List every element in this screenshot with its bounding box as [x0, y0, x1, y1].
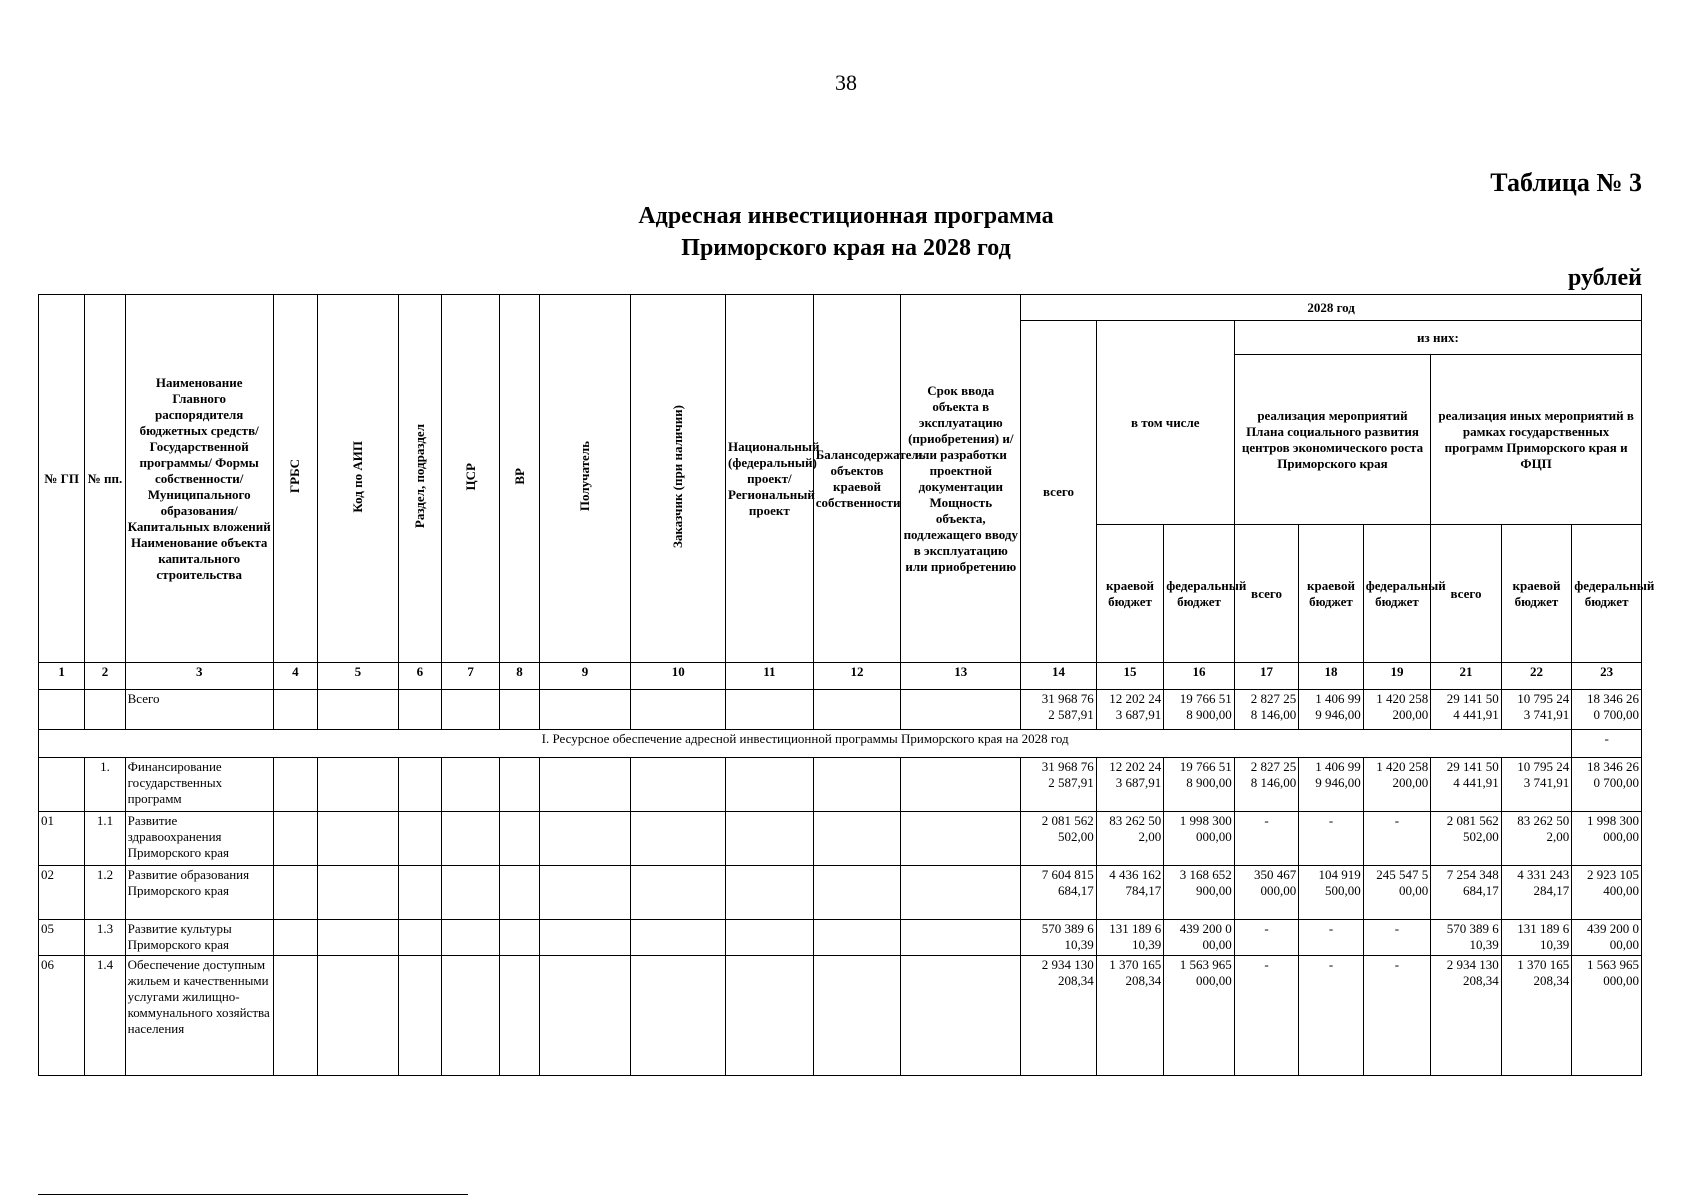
column-number: 3: [125, 663, 273, 690]
cell-value: 83 262 50 2,00: [1501, 812, 1572, 866]
header-federal-19: федеральный бюджет: [1363, 525, 1431, 663]
cell-value: -: [1363, 812, 1431, 866]
cell-empty: [813, 956, 901, 1076]
cell-gp: 05: [39, 920, 85, 956]
cell-empty: [726, 866, 814, 920]
header-total: всего: [1021, 321, 1097, 663]
header-balance-holder: Балансодержатель объектов краевой собственности: [813, 295, 901, 663]
column-number: 9: [539, 663, 631, 690]
cell-value: 83 262 50 2,00: [1096, 812, 1164, 866]
cell-empty: [901, 812, 1021, 866]
cell-empty: [500, 690, 539, 730]
cell-empty: [441, 758, 499, 812]
cell-empty: [539, 866, 631, 920]
cell-empty: [539, 920, 631, 956]
cell-value: -: [1234, 956, 1298, 1076]
cell-empty: [318, 956, 399, 1076]
cell-name: Развитие культуры Приморского края: [125, 920, 273, 956]
cell-empty: [631, 866, 726, 920]
table-row: [39, 956, 1642, 1076]
cell-gp: 06: [39, 956, 85, 1076]
cell-empty: [273, 956, 317, 1076]
cell-value: 2 934 130 208,34: [1021, 956, 1097, 1076]
header-federal-16: федеральный бюджет: [1164, 525, 1235, 663]
header-vr: [500, 295, 539, 663]
cell-value: 31 968 76 2 587,91: [1021, 758, 1097, 812]
cell-value: 19 766 51 8 900,00: [1164, 690, 1235, 730]
header-plan-social: реализация мероприятий Плана социального развития центров экономического роста Приморского края: [1234, 355, 1430, 525]
cell-empty: [539, 812, 631, 866]
cell-value: 439 200 0 00,00: [1164, 920, 1235, 956]
table-row: [39, 866, 1642, 920]
cell-name: Финансирование государственных программ: [125, 758, 273, 812]
cell-empty: [441, 866, 499, 920]
column-number: 12: [813, 663, 901, 690]
cell-empty: [318, 690, 399, 730]
cell-value: 2 923 105 400,00: [1572, 866, 1642, 920]
cell-empty: [813, 812, 901, 866]
cell-empty: [398, 812, 441, 866]
cell-value: 570 389 6 10,39: [1431, 920, 1502, 956]
cell-value: 18 346 26 0 700,00: [1572, 758, 1642, 812]
cell-name: Обеспечение доступным жильем и качественными услугами жилищно-коммунального хозяйства населения: [125, 956, 273, 1076]
cell-value: -: [1363, 956, 1431, 1076]
cell-empty: [500, 812, 539, 866]
cell-empty: [813, 866, 901, 920]
cell-empty: [273, 812, 317, 866]
cell-empty: [726, 758, 814, 812]
column-number: 21: [1431, 663, 1502, 690]
header-csr: [441, 295, 499, 663]
header-commissioning: Срок ввода объекта в эксплуатацию (приобретения) и/или разработки проектной документации Мощность объекта, подлежащего вводу в эксплуатацию или приобретению: [901, 295, 1021, 663]
cell-empty: [901, 920, 1021, 956]
cell-gp: 02: [39, 866, 85, 920]
header-including: в том числе: [1096, 321, 1234, 525]
header-pp: № пп.: [85, 295, 125, 663]
title-line-1: Адресная инвестиционная программа: [638, 203, 1054, 229]
cell-value: 19 766 51 8 900,00: [1164, 758, 1235, 812]
header-regional-22: краевой бюджет: [1501, 525, 1572, 663]
cell-empty: [318, 866, 399, 920]
header-customer: [631, 295, 726, 663]
cell-empty: [901, 758, 1021, 812]
cell-empty: [813, 690, 901, 730]
investment-table: [38, 294, 1655, 1076]
header-regional-18: краевой бюджет: [1299, 525, 1363, 663]
cell-empty: [500, 956, 539, 1076]
cell-empty: [631, 956, 726, 1076]
column-number: 13: [901, 663, 1021, 690]
cell-empty: [398, 920, 441, 956]
cell-empty: [441, 920, 499, 956]
column-number: 14: [1021, 663, 1097, 690]
header-vr-text: ВР: [511, 468, 527, 485]
cell-value: 1 563 965 000,00: [1572, 956, 1642, 1076]
cell-value: 104 919 500,00: [1299, 866, 1363, 920]
cell-pp: 1.3: [85, 920, 125, 956]
cell-empty: [500, 920, 539, 956]
cell-empty: [726, 690, 814, 730]
cell-value: 131 189 6 10,39: [1501, 920, 1572, 956]
column-number: 18: [1299, 663, 1363, 690]
cell-value: 31 968 76 2 587,91: [1021, 690, 1097, 730]
cell-empty: [631, 758, 726, 812]
cell-gp: [39, 690, 85, 730]
header-total-21: всего: [1431, 525, 1502, 663]
cell-empty: [631, 812, 726, 866]
section-last-cell: -: [1572, 730, 1642, 758]
cell-value: -: [1299, 956, 1363, 1076]
unit-label: рублей: [1567, 265, 1642, 291]
cell-value: 2 081 562 502,00: [1431, 812, 1502, 866]
cell-empty: [318, 920, 399, 956]
cell-empty: [273, 690, 317, 730]
cell-value: 1 420 258 200,00: [1363, 758, 1431, 812]
cell-value: 29 141 50 4 441,91: [1431, 690, 1502, 730]
cell-value: 4 331 243 284,17: [1501, 866, 1572, 920]
cell-value: 12 202 24 3 687,91: [1096, 690, 1164, 730]
header-csr-text: ЦСР: [462, 462, 478, 491]
column-number: 17: [1234, 663, 1298, 690]
cell-gp: [39, 758, 85, 812]
cell-empty: [813, 920, 901, 956]
cell-value: 350 467 000,00: [1234, 866, 1298, 920]
cell-empty: [726, 956, 814, 1076]
column-number: 11: [726, 663, 814, 690]
column-number: 2: [85, 663, 125, 690]
table-row: [39, 758, 1642, 812]
cell-empty: [500, 758, 539, 812]
cell-empty: [398, 690, 441, 730]
table-label: Таблица № 3: [1490, 168, 1642, 197]
cell-name: Всего: [125, 690, 273, 730]
cell-empty: [441, 812, 499, 866]
cell-empty: [631, 920, 726, 956]
section-row: [39, 730, 1642, 758]
header-name: Наименование Главного распорядителя бюджетных средств/Государственной программы/ Формы собственности/Муниципального образования/Капитальных вложений Наименование объекта капитального строительства: [125, 295, 273, 663]
cell-empty: [441, 956, 499, 1076]
cell-empty: [901, 956, 1021, 1076]
cell-empty: [726, 920, 814, 956]
cell-empty: [398, 866, 441, 920]
cell-value: 18 346 26 0 700,00: [1572, 690, 1642, 730]
cell-value: 7 254 348 684,17: [1431, 866, 1502, 920]
cell-value: 2 827 25 8 146,00: [1234, 690, 1298, 730]
table-row: [39, 920, 1642, 956]
header-grbs-text: ГРБС: [287, 459, 303, 494]
column-number: 19: [1363, 663, 1431, 690]
header-aip: [318, 295, 399, 663]
cell-value: 7 604 815 684,17: [1021, 866, 1097, 920]
cell-empty: [500, 866, 539, 920]
header-grbs: [273, 295, 317, 663]
header-year: 2028 год: [1021, 295, 1642, 321]
column-number: 10: [631, 663, 726, 690]
cell-empty: [726, 812, 814, 866]
cell-empty: [539, 690, 631, 730]
cell-value: 2 827 25 8 146,00: [1234, 758, 1298, 812]
cell-value: 2 934 130 208,34: [1431, 956, 1502, 1076]
section-title: I. Ресурсное обеспечение адресной инвестиционной программы Приморского края на 2028 год: [39, 730, 1572, 758]
cell-value: -: [1363, 920, 1431, 956]
header-aip-text: Код по АИП: [349, 440, 365, 513]
header-total-17: всего: [1234, 525, 1298, 663]
column-number: 1: [39, 663, 85, 690]
cell-empty: [318, 758, 399, 812]
header-national-project: Национальный (федеральный) проект/ Региональный проект: [726, 295, 814, 663]
header-other-programs: реализация иных мероприятий в рамках государственных программ Приморского края и ФЦП: [1431, 355, 1642, 525]
cell-value: 245 547 5 00,00: [1363, 866, 1431, 920]
cell-empty: [318, 812, 399, 866]
cell-pp: 1.1: [85, 812, 125, 866]
cell-value: 2 081 562 502,00: [1021, 812, 1097, 866]
cell-value: -: [1299, 812, 1363, 866]
cell-value: 1 370 165 208,34: [1096, 956, 1164, 1076]
header-of-which: из них:: [1234, 321, 1641, 355]
column-number: 6: [398, 663, 441, 690]
cell-value: -: [1234, 920, 1298, 956]
cell-empty: [273, 920, 317, 956]
cell-value: 439 200 0 00,00: [1572, 920, 1642, 956]
cell-value: 10 795 24 3 741,91: [1501, 690, 1572, 730]
cell-name: Развитие образования Приморского края: [125, 866, 273, 920]
cell-empty: [539, 758, 631, 812]
title-line-2: Приморского края на 2028 год: [681, 235, 1011, 261]
cell-empty: [398, 956, 441, 1076]
cell-empty: [631, 690, 726, 730]
column-number: 15: [1096, 663, 1164, 690]
header-federal-23: федеральный бюджет: [1572, 525, 1642, 663]
column-number: 16: [1164, 663, 1235, 690]
cell-value: 10 795 24 3 741,91: [1501, 758, 1572, 812]
cell-pp: 1.4: [85, 956, 125, 1076]
cell-name: Развитие здравоохранения Приморского края: [125, 812, 273, 866]
cell-value: -: [1234, 812, 1298, 866]
table-row: [39, 690, 1642, 730]
header-regional-15: краевой бюджет: [1096, 525, 1164, 663]
column-number: 7: [441, 663, 499, 690]
cell-value: 1 406 99 9 946,00: [1299, 758, 1363, 812]
page-number: 38: [835, 70, 857, 95]
cell-value: 1 420 258 200,00: [1363, 690, 1431, 730]
column-number: 23: [1572, 663, 1642, 690]
cell-pp: 1.: [85, 758, 125, 812]
cell-empty: [901, 690, 1021, 730]
cell-value: -: [1299, 920, 1363, 956]
header-razdel-text: Раздел, подраздел: [411, 424, 427, 529]
cell-pp: [85, 690, 125, 730]
column-number: 22: [1501, 663, 1572, 690]
cell-empty: [273, 866, 317, 920]
header-recipient-text: Получатель: [577, 441, 592, 512]
column-number-row: [39, 663, 1642, 690]
cell-value: 1 370 165 208,34: [1501, 956, 1572, 1076]
header-recipient: [539, 295, 631, 663]
cell-value: 1 406 99 9 946,00: [1299, 690, 1363, 730]
column-number: 8: [500, 663, 539, 690]
cell-value: 12 202 24 3 687,91: [1096, 758, 1164, 812]
header-gp: № ГП: [39, 295, 85, 663]
column-number: 4: [273, 663, 317, 690]
cell-empty: [813, 758, 901, 812]
cell-empty: [398, 758, 441, 812]
header-razdel: [398, 295, 441, 663]
cell-pp: 1.2: [85, 866, 125, 920]
column-number: 5: [318, 663, 399, 690]
cell-value: 1 998 300 000,00: [1572, 812, 1642, 866]
cell-empty: [539, 956, 631, 1076]
cell-empty: [273, 758, 317, 812]
cell-value: 3 168 652 900,00: [1164, 866, 1235, 920]
cell-value: 1 563 965 000,00: [1164, 956, 1235, 1076]
cell-gp: 01: [39, 812, 85, 866]
cell-value: 131 189 6 10,39: [1096, 920, 1164, 956]
header-customer-text: Заказчик (при наличии): [670, 405, 686, 548]
cell-value: 29 141 50 4 441,91: [1431, 758, 1502, 812]
document-title: [0, 200, 1692, 264]
footnote-rule: [38, 1194, 468, 1195]
cell-value: 570 389 6 10,39: [1021, 920, 1097, 956]
cell-empty: [901, 866, 1021, 920]
table-row: [39, 812, 1642, 866]
cell-empty: [441, 690, 499, 730]
cell-value: 4 436 162 784,17: [1096, 866, 1164, 920]
cell-value: 1 998 300 000,00: [1164, 812, 1235, 866]
